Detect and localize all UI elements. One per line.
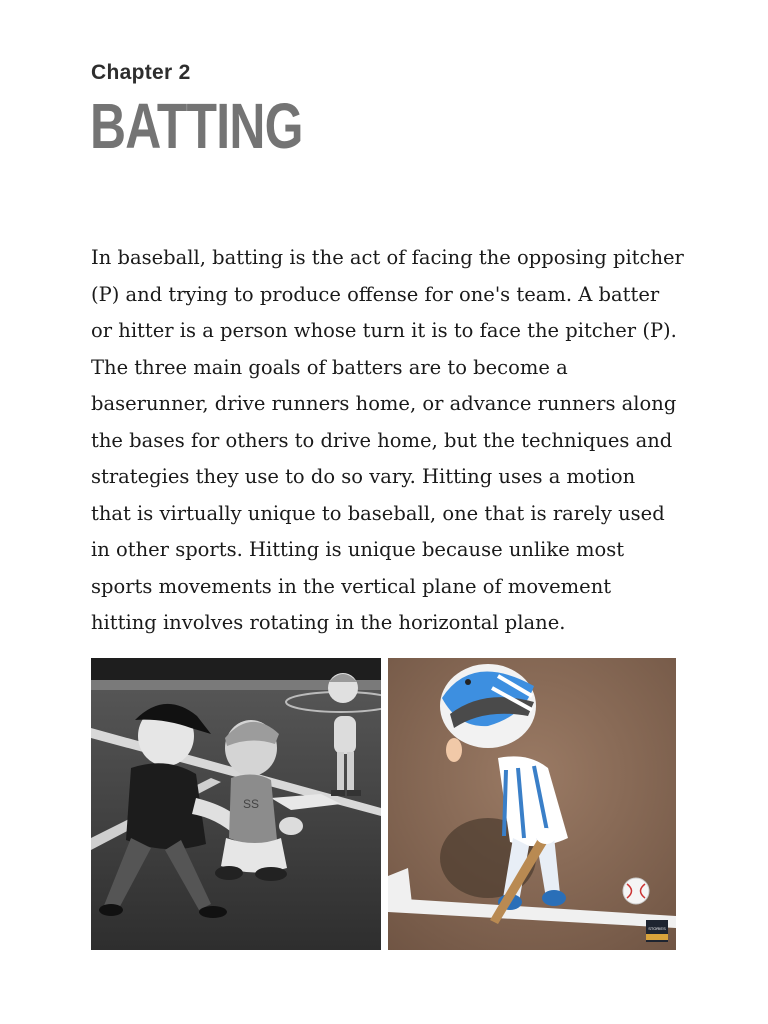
chapter-title: BATTING xyxy=(90,90,303,162)
body-line: the bases for others to drive home, but the techniques and xyxy=(91,428,673,452)
publisher-logo xyxy=(646,920,668,942)
body-line: or hitter is a person whose turn it is to face the pitcher (P). xyxy=(91,319,677,342)
chapter-label: Chapter 2 xyxy=(91,61,191,84)
body-line: (P) and trying to produce offense for one's team. A batter xyxy=(91,282,660,306)
baseball-icon xyxy=(623,878,649,904)
catcher-scene-illustration xyxy=(91,658,381,950)
body-line: In baseball, batting is the act of facing the opposing pitcher xyxy=(91,246,684,269)
body-line: sports movements in the vertical plane of movement xyxy=(91,574,612,598)
body-line: strategies they use to do so vary. Hitting uses a motion xyxy=(91,465,636,488)
body-line: that is virtually unique to baseball, one that is rarely used xyxy=(91,501,665,525)
body-line: hitting involves rotating in the horizontal plane. xyxy=(91,611,566,634)
logo-text: STORIES xyxy=(648,926,666,931)
batter-overhead-illustration xyxy=(388,658,676,950)
body-paragraph xyxy=(91,240,684,642)
body-line: baserunner, drive runners home, or advance runners along xyxy=(91,392,677,415)
body-line: The three main goals of batters are to become a xyxy=(91,355,568,379)
figure-batter-overhead xyxy=(388,658,676,950)
catcher-jersey-number: SS xyxy=(243,797,260,811)
figure-catcher-scene xyxy=(91,658,381,950)
body-line: in other sports. Hitting is unique because unlike most xyxy=(91,538,625,561)
